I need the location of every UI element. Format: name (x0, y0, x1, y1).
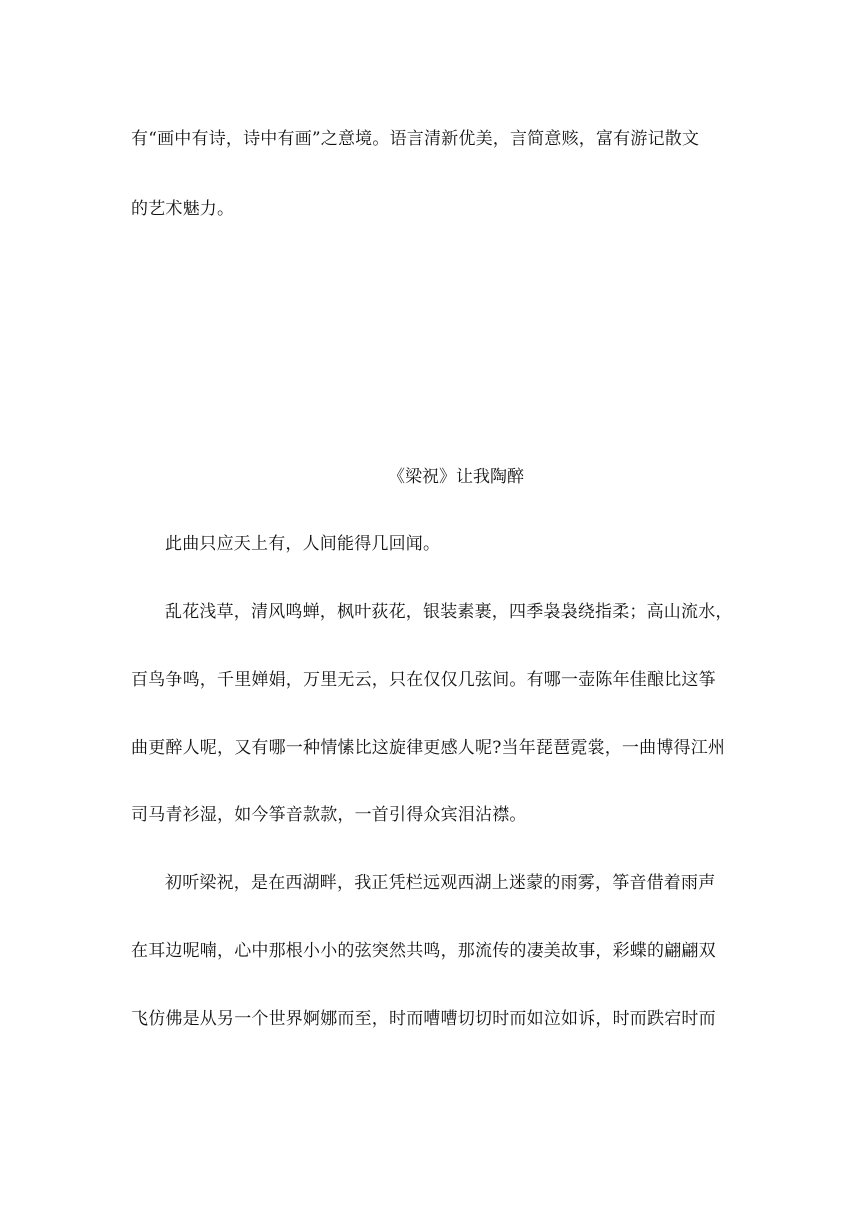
paragraph-line-5: 司马青衫湿，如今筝音款款，一首引得众宾泪沾襟。 (131, 805, 527, 825)
paragraph-line-6: 初听梁祝，是在西湖畔，我正凭栏远观西湖上迷蒙的雨雾，筝音借着雨声 (165, 873, 716, 893)
paragraph-line-3: 百鸟争鸣，千里婵娟，万里无云，只在仅仅几弦间。有哪一壶陈年佳酿比这筝 (131, 670, 716, 690)
intro-line-1: 有“画中有诗，诗中有画”之意境。语言清新优美，言简意赅，富有游记散文 (131, 129, 700, 149)
essay-title: 《梁祝》让我陶醉 (388, 467, 524, 487)
paragraph-line-1: 此曲只应天上有，人间能得几回闻。 (165, 534, 441, 554)
paragraph-line-4: 曲更醉人呢，又有哪一种情愫比这旋律更感人呢?当年琵琶霓裳，一曲博得江州 (131, 738, 726, 758)
paragraph-line-7: 在耳边呢喃，心中那根小小的弦突然共鸣，那流传的凄美故事，彩蝶的翩翩双 (131, 941, 716, 961)
paragraph-line-8: 飞仿佛是从另一个世界婀娜而至，时而嘈嘈切切时而如泣如诉，时而跌宕时而 (131, 1009, 716, 1029)
paragraph-line-2: 乱花浅草，清风鸣蝉，枫叶荻花，银装素裹，四季袅袅绕指柔；高山流水， (165, 602, 733, 622)
intro-line-2: 的艺术魅力。 (131, 199, 235, 219)
